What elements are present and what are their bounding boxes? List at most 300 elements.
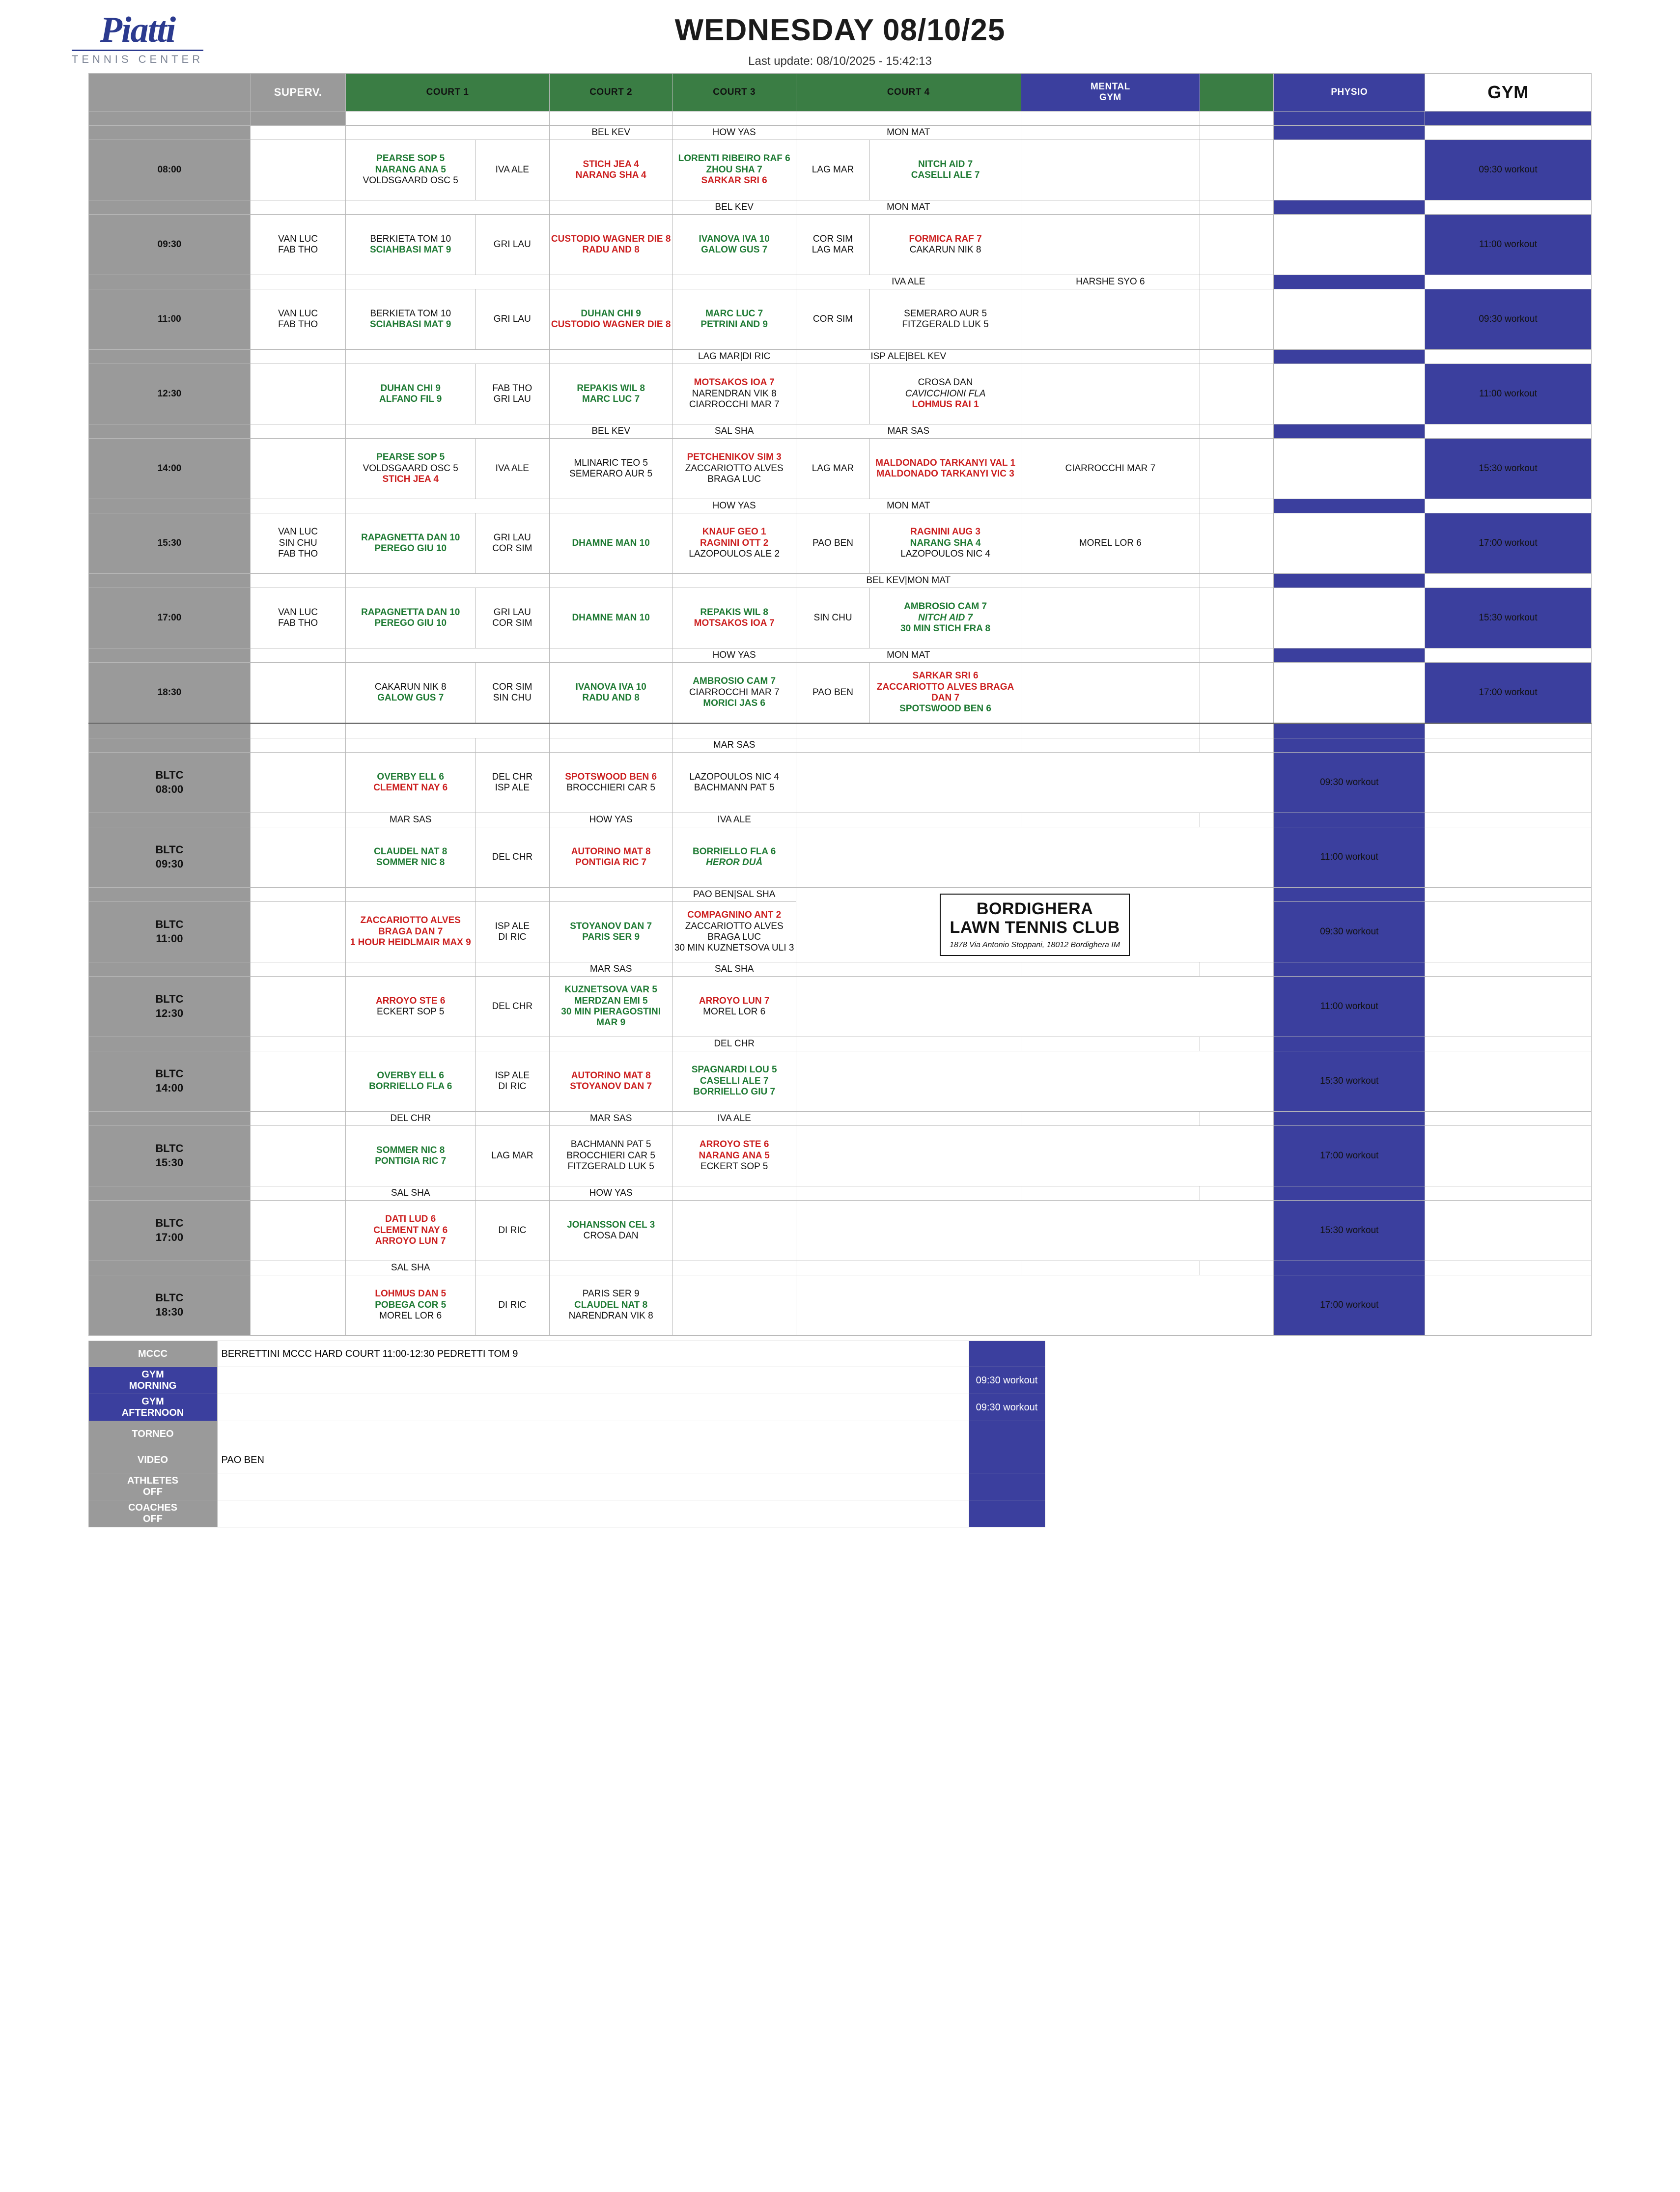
bltc-court3-cell[interactable] (672, 1275, 796, 1336)
bltc-time-label: BLTC 12:30 (89, 977, 251, 1037)
entry-line: DUHAN CHI 9 (581, 308, 641, 319)
time-label: 15:30 (89, 513, 251, 574)
superv-cell[interactable]: VAN LUC FAB THO (250, 289, 346, 350)
court3-cell[interactable] (672, 513, 796, 574)
bltc-pre-court3: SAL SHA (672, 962, 796, 977)
court1-cell[interactable] (346, 513, 476, 574)
bltc-superv-cell[interactable] (250, 977, 346, 1037)
court2-cell[interactable] (549, 439, 672, 499)
pre-court2 (549, 499, 672, 513)
bltc-pre-court2: HOW YAS (549, 813, 672, 827)
footer-value[interactable]: PAO BEN (217, 1447, 969, 1473)
schedule-row (89, 513, 1592, 574)
footer-pad (1045, 1394, 1592, 1421)
court1-coach-cell[interactable]: COR SIM SIN CHU (476, 663, 550, 724)
court1-coach-cell[interactable]: GRI LAU (476, 289, 550, 350)
entry-line: MARC LUC 7 (705, 308, 763, 319)
entry-line: NARENDRAN VIK 8 (692, 388, 777, 399)
bltc-pre-row (89, 1186, 1592, 1201)
mental-gym-cell[interactable] (1021, 439, 1200, 499)
pre-row (89, 275, 1592, 289)
bltc-pre-row (89, 1112, 1592, 1126)
bltc-pre-court2: MAR SAS (549, 962, 672, 977)
schedule-row (89, 289, 1592, 350)
bltc-superv-cell[interactable] (250, 753, 346, 813)
bltc-schedule-row (89, 1201, 1592, 1261)
footer-pad (1045, 1367, 1592, 1394)
bltc-court2-cell[interactable] (549, 827, 672, 888)
bltc-pre-court3 (672, 1186, 796, 1201)
footer-side[interactable] (969, 1447, 1045, 1473)
court2-cell[interactable] (549, 289, 672, 350)
col-header-court1: COURT 1 (346, 74, 549, 112)
court3-cell[interactable] (672, 663, 796, 724)
bltc-pre-court3 (672, 1261, 796, 1275)
physio-cell[interactable] (1274, 215, 1425, 275)
physio-cell[interactable] (1274, 289, 1425, 350)
entry-line: SPOTSWOOD BEN 6 (565, 771, 657, 782)
pre-mental (1021, 350, 1200, 364)
court3-cell[interactable] (672, 289, 796, 350)
superv-cell[interactable]: VAN LUC FAB THO (250, 215, 346, 275)
superv-cell[interactable] (250, 663, 346, 724)
col-header-physio: PHYSIO (1274, 74, 1425, 112)
pre-court2 (549, 350, 672, 364)
entry-line: PEREGO GIU 10 (374, 543, 447, 554)
time-label: 18:30 (89, 663, 251, 724)
bltc-pre-court2: MAR SAS (549, 1112, 672, 1126)
entry-line: CIARROCCHI MAR 7 (689, 687, 780, 698)
entry-line: DATI LUD 6 (385, 1214, 436, 1225)
entry-line: BORRIELLO FLA 6 (369, 1081, 452, 1092)
entry-line: CROSA DAN (918, 377, 973, 388)
entry-line: BERKIETA TOM 10 (370, 308, 451, 319)
court2-cell[interactable] (549, 364, 672, 424)
physio-cell[interactable] (1274, 140, 1425, 200)
entry-line: MARC LUC 7 (582, 394, 640, 404)
entry-line: REPAKIS WIL 8 (700, 607, 768, 618)
bltc-gym-cell (1425, 1275, 1592, 1336)
footer-row (88, 1500, 1592, 1527)
schedule-row (89, 663, 1592, 724)
entry-line: MOTSAKOS IOA 7 (694, 377, 775, 388)
entry-line: ALFANO FIL 9 (379, 394, 442, 404)
footer-label: ATHLETES OFF (88, 1473, 217, 1500)
court1-cell[interactable] (346, 364, 476, 424)
bltc-court1-cell[interactable] (346, 1201, 476, 1261)
col-header-mental: MENTAL GYM (1021, 74, 1200, 112)
court3-cell[interactable] (672, 140, 796, 200)
superv-cell[interactable] (250, 364, 346, 424)
court2-cell[interactable] (549, 140, 672, 200)
entry-line: NARANG SHA 4 (575, 170, 646, 180)
bltc-physio-cell[interactable]: 15:30 workout (1274, 1051, 1425, 1112)
gap-cell (1200, 215, 1274, 275)
entry-line: NARANG ANA 5 (699, 1150, 770, 1161)
col-header-gap (1200, 74, 1274, 112)
gym-cell[interactable]: 17:00 workout (1425, 513, 1592, 574)
bltc-pre-row (89, 813, 1592, 827)
entry-line: LOHMUS RAI 1 (912, 399, 979, 410)
bltc-schedule-row (89, 1126, 1592, 1186)
entry-line: CLEMENT NAY 6 (373, 1225, 448, 1236)
bltc-court1-cell[interactable] (346, 1126, 476, 1186)
bltc-pre-row (89, 1037, 1592, 1051)
entry-line: AMBROSIO CAM 7 (904, 601, 987, 612)
entry-line: ECKERT SOP 5 (700, 1161, 768, 1172)
entry-line: POBEGA COR 5 (375, 1299, 447, 1310)
gym-cell[interactable]: 11:00 workout (1425, 215, 1592, 275)
physio-cell[interactable] (1274, 513, 1425, 574)
mental-gym-cell[interactable] (1021, 140, 1200, 200)
bltc-court3-cell[interactable] (672, 902, 796, 962)
court2-cell[interactable] (549, 663, 672, 724)
entry-line: VOLDSGAARD OSC 5 (363, 175, 458, 186)
entry-line: GALOW GUS 7 (377, 693, 444, 703)
bltc-gym-cell (1425, 902, 1592, 962)
footer-label: TORNEO (88, 1421, 217, 1447)
entry-line: ZACCARIOTTO ALVES BRAGA DAN 7 (876, 681, 1014, 703)
mental-gym-cell[interactable] (1021, 289, 1200, 350)
entry-line: PARIS SER 9 (582, 1289, 640, 1299)
court4-cell[interactable] (870, 289, 1021, 350)
mental-gym-cell[interactable] (1021, 663, 1200, 724)
bltc-coach-cell[interactable]: DEL CHR (476, 977, 550, 1037)
court4-cell[interactable] (870, 439, 1021, 499)
footer-value[interactable] (217, 1421, 969, 1447)
gym-cell[interactable]: 11:00 workout (1425, 364, 1592, 424)
bltc-court1-cell[interactable] (346, 1051, 476, 1112)
court1-cell[interactable] (346, 439, 476, 499)
court3-cell[interactable] (672, 364, 796, 424)
entry-line: MOTSAKOS IOA 7 (694, 618, 775, 628)
bltc-superv-cell[interactable] (250, 1126, 346, 1186)
footer-side[interactable] (969, 1473, 1045, 1500)
bltc-court3-cell[interactable] (672, 1126, 796, 1186)
footer-pad (1045, 1500, 1592, 1527)
footer-side[interactable] (969, 1500, 1045, 1527)
col-header-court2: COURT 2 (549, 74, 672, 112)
entry-line: CAKARUN NIK 8 (909, 245, 981, 255)
footer-pad (1045, 1473, 1592, 1500)
bltc-pre-court2 (549, 1261, 672, 1275)
entry-line: LAZOPOULOS NIC 4 (689, 771, 779, 782)
header-row (89, 74, 1592, 112)
bltc-pre-court1 (346, 1037, 476, 1051)
physio-cell[interactable] (1274, 663, 1425, 724)
entry-line: BERKIETA TOM 10 (370, 233, 451, 244)
page-title: WEDNESDAY 08/10/25 (674, 13, 1006, 47)
court4-cell[interactable] (870, 215, 1021, 275)
entry-line: MERDZAN EMI 5 (574, 995, 648, 1006)
bltc-gym-cell (1425, 1051, 1592, 1112)
time-label: 14:00 (89, 439, 251, 499)
bltc-time-label: BLTC 11:00 (89, 902, 251, 962)
bltc-court2-cell[interactable] (549, 753, 672, 813)
bltc-physio-cell[interactable]: 09:30 workout (1274, 753, 1425, 813)
entry-line: SOMMER NIC 8 (376, 1145, 445, 1155)
bltc-pre-court1: MAR SAS (346, 813, 476, 827)
pre-row (89, 350, 1592, 364)
court3-cell[interactable] (672, 215, 796, 275)
footer-table (88, 1341, 1592, 1527)
court2-cell[interactable] (549, 513, 672, 574)
bltc-physio-cell[interactable]: 17:00 workout (1274, 1126, 1425, 1186)
physio-cell[interactable] (1274, 439, 1425, 499)
schedule-row (89, 140, 1592, 200)
court4-coach-cell[interactable]: SIN CHU (796, 588, 870, 648)
gap-cell (1200, 588, 1274, 648)
mental-gym-cell[interactable] (1021, 513, 1200, 574)
entry-line: ARROYO LUN 7 (375, 1236, 446, 1247)
footer-label: VIDEO (88, 1447, 217, 1473)
court1-coach-cell[interactable]: GRI LAU (476, 215, 550, 275)
bltc-line1: BORDIGHERA (976, 899, 1093, 918)
entry-line: VOLDSGAARD OSC 5 (363, 463, 458, 474)
bltc-coach-cell[interactable]: LAG MAR (476, 1126, 550, 1186)
footer-side[interactable] (969, 1341, 1045, 1367)
bltc-gym-cell (1425, 1126, 1592, 1186)
bltc-court1-cell[interactable] (346, 902, 476, 962)
gap-cell (1200, 663, 1274, 724)
footer-value[interactable] (217, 1367, 969, 1394)
bltc-pre-court1: SAL SHA (346, 1261, 476, 1275)
footer-row (88, 1473, 1592, 1500)
time-label: 17:00 (89, 588, 251, 648)
gym-cell[interactable]: 09:30 workout (1425, 289, 1592, 350)
entry-line: LOHMUS DAN 5 (375, 1289, 447, 1299)
entry-line: NARENDRAN VIK 8 (568, 1311, 653, 1321)
entry-line: CUSTODIO WAGNER DIE 8 (551, 233, 671, 244)
superv-cell[interactable] (250, 439, 346, 499)
schedule-row (89, 588, 1592, 648)
entry-line: PONTIGIA RIC 7 (375, 1156, 447, 1166)
bltc-superv-cell[interactable] (250, 827, 346, 888)
bltc-court3-cell[interactable] (672, 827, 796, 888)
gap-cell (1200, 364, 1274, 424)
bltc-coach-cell[interactable]: DI RIC (476, 1201, 550, 1261)
time-label: 09:30 (89, 215, 251, 275)
bltc-schedule-row (89, 1051, 1592, 1112)
pre-court3: HOW YAS (672, 126, 796, 140)
schedule-row (89, 215, 1592, 275)
pre-court3: SAL SHA (672, 424, 796, 439)
entry-line: FORMICA RAF 7 (909, 233, 982, 244)
bltc-coach-cell[interactable]: DI RIC (476, 1275, 550, 1336)
court1-cell[interactable] (346, 663, 476, 724)
bltc-pre-court3: IVA ALE (672, 813, 796, 827)
entry-line: KUZNETSOVA VAR 5 (564, 984, 657, 995)
bltc-superv-cell[interactable] (250, 1051, 346, 1112)
entry-line: SOMMER NIC 8 (376, 857, 445, 868)
mental-gym-cell[interactable] (1021, 215, 1200, 275)
schedule-row (89, 364, 1592, 424)
court4-cell[interactable] (870, 364, 1021, 424)
gym-cell[interactable]: 15:30 workout (1425, 588, 1592, 648)
footer-label: GYM MORNING (88, 1367, 217, 1394)
entry-line: SARKAR SRI 6 (912, 671, 979, 681)
bltc-court2-cell[interactable] (549, 902, 672, 962)
bltc-court1-cell[interactable] (346, 753, 476, 813)
court4-cell[interactable] (870, 588, 1021, 648)
footer-side[interactable] (969, 1421, 1045, 1447)
entry-line: CAVICCHIONI FLA (905, 388, 986, 399)
entry-line: RADU AND 8 (582, 245, 640, 255)
court1-coach-cell[interactable]: IVA ALE (476, 140, 550, 200)
entry-line: JOHANSSON CEL 3 (567, 1219, 655, 1230)
time-label: 12:30 (89, 364, 251, 424)
bltc-address: 1878 Via Antonio Stoppani, 18012 Bordighera IM (950, 941, 1120, 950)
bltc-empty-span (796, 1201, 1274, 1261)
entry-line: DHAMNE MAN 10 (572, 612, 650, 623)
bltc-pre-row (89, 962, 1592, 977)
bltc-court1-cell[interactable] (346, 827, 476, 888)
entry-line: SCIAHBASI MAT 9 (370, 245, 451, 255)
court4-coach-cell[interactable]: COR SIM (796, 289, 870, 350)
bltc-court2-cell[interactable] (549, 1126, 672, 1186)
footer-value[interactable]: BERRETTINI MCCC HARD COURT 11:00-12:30 PEDRETTI TOM 9 (217, 1341, 969, 1367)
court1-cell[interactable] (346, 140, 476, 200)
superv-cell[interactable]: VAN LUC FAB THO (250, 588, 346, 648)
court4-coach-cell[interactable] (796, 364, 870, 424)
entry-line: MOREL LOR 6 (703, 1007, 766, 1017)
bltc-pre-court3: IVA ALE (672, 1112, 796, 1126)
col-header-court4: COURT 4 (796, 74, 1021, 112)
bltc-coach-cell[interactable]: DEL CHR ISP ALE (476, 753, 550, 813)
footer-label: GYM AFTERNOON (88, 1394, 217, 1421)
footer-value[interactable] (217, 1500, 969, 1527)
court1-cell[interactable] (346, 215, 476, 275)
footer-side[interactable]: 09:30 workout (969, 1394, 1045, 1421)
bltc-pre-court3: DEL CHR (672, 1037, 796, 1051)
entry-line: IVANOVA IVA 10 (699, 233, 770, 244)
court3-cell[interactable] (672, 588, 796, 648)
court1-coach-cell[interactable]: GRI LAU COR SIM (476, 588, 550, 648)
bltc-physio-cell[interactable]: 09:30 workout (1274, 902, 1425, 962)
bltc-court3-cell[interactable] (672, 1051, 796, 1112)
gap-cell (1200, 140, 1274, 200)
pre-court4: MON MAT (796, 499, 1021, 513)
court1-cell[interactable] (346, 289, 476, 350)
footer-row (88, 1447, 1592, 1473)
entry-line: ARROYO STE 6 (699, 1139, 769, 1150)
court1-coach-cell[interactable]: FAB THO GRI LAU (476, 364, 550, 424)
bltc-court3-cell[interactable] (672, 1201, 796, 1261)
pre-mental: HARSHE SYO 6 (1021, 275, 1200, 289)
bltc-superv-cell[interactable] (250, 902, 346, 962)
bltc-court3-cell[interactable] (672, 977, 796, 1037)
court3-cell[interactable] (672, 439, 796, 499)
pre-court2 (549, 648, 672, 663)
bltc-time-label: BLTC 14:00 (89, 1051, 251, 1112)
entry-line: MALDONADO TARKANYI VIC 3 (876, 469, 1014, 479)
bltc-schedule-row (89, 827, 1592, 888)
bltc-superv-cell[interactable] (250, 1275, 346, 1336)
mental-gym-cell[interactable] (1021, 588, 1200, 648)
bltc-coach-cell[interactable]: DEL CHR (476, 827, 550, 888)
entry-line: MOREL LOR 6 (379, 1311, 442, 1321)
bltc-court1-cell[interactable] (346, 977, 476, 1037)
gym-cell[interactable]: 17:00 workout (1425, 663, 1592, 724)
entry-line: LAZOPOULOS ALE 2 (689, 549, 780, 560)
court4-coach-cell[interactable]: COR SIM LAG MAR (796, 215, 870, 275)
court1-coach-cell[interactable]: GRI LAU COR SIM (476, 513, 550, 574)
physio-cell[interactable] (1274, 588, 1425, 648)
bltc-coach-cell[interactable]: ISP ALE DI RIC (476, 1051, 550, 1112)
bltc-court2-cell[interactable] (549, 1051, 672, 1112)
section-separator (89, 724, 1592, 738)
court2-cell[interactable] (549, 588, 672, 648)
bltc-empty-span (796, 1275, 1274, 1336)
court4-coach-cell[interactable]: LAG MAR (796, 439, 870, 499)
bltc-court1-cell[interactable] (346, 1275, 476, 1336)
entry-line: COMPAGNINO ANT 2 (687, 910, 782, 921)
bltc-physio-cell[interactable]: 15:30 workout (1274, 1201, 1425, 1261)
footer-value[interactable] (217, 1473, 969, 1500)
footer-pad (1045, 1341, 1592, 1367)
entry-line: SPAGNARDI LOU 5 (691, 1065, 777, 1075)
schedule-row (89, 439, 1592, 499)
bltc-physio-cell[interactable]: 17:00 workout (1274, 1275, 1425, 1336)
entry-line: SEMERARO AUR 5 (904, 308, 987, 319)
entry-line: MOREL LOR 6 (1079, 537, 1142, 548)
bltc-court2-cell[interactable] (549, 1201, 672, 1261)
bltc-physio-cell[interactable]: 11:00 workout (1274, 977, 1425, 1037)
bltc-time-label: BLTC 17:00 (89, 1201, 251, 1261)
court1-cell[interactable] (346, 588, 476, 648)
court4-cell[interactable] (870, 513, 1021, 574)
bltc-superv-cell[interactable] (250, 1201, 346, 1261)
entry-line: OVERBY ELL 6 (377, 771, 444, 782)
entry-line: BORRIELLO GIU 7 (693, 1087, 776, 1097)
entry-line: RAPAGNETTA DAN 10 (361, 607, 460, 618)
entry-line: SPOTSWOOD BEN 6 (899, 703, 991, 714)
bltc-court3-cell[interactable] (672, 753, 796, 813)
logo-brand: Piatti (100, 10, 175, 50)
court4-coach-cell[interactable]: PAO BEN (796, 513, 870, 574)
entry-line: AUTORINO MAT 8 (571, 1070, 651, 1081)
physio-cell[interactable] (1274, 364, 1425, 424)
page-header (0, 0, 1680, 73)
superv-cell[interactable]: VAN LUC SIN CHU FAB THO (250, 513, 346, 574)
gym-cell[interactable]: 09:30 workout (1425, 140, 1592, 200)
mental-gym-cell[interactable] (1021, 364, 1200, 424)
entry-line: PETRINI AND 9 (700, 319, 768, 330)
bltc-coach-cell[interactable]: ISP ALE DI RIC (476, 902, 550, 962)
gap-cell (1200, 289, 1274, 350)
footer-value[interactable] (217, 1394, 969, 1421)
entry-line: SCIAHBASI MAT 9 (370, 319, 451, 330)
pre-mental (1021, 499, 1200, 513)
court4-coach-cell[interactable]: LAG MAR (796, 140, 870, 200)
bltc-court2-cell[interactable] (549, 1275, 672, 1336)
court4-cell[interactable] (870, 663, 1021, 724)
footer-side[interactable]: 09:30 workout (969, 1367, 1045, 1394)
court2-cell[interactable] (549, 215, 672, 275)
footer-pad (1045, 1421, 1592, 1447)
bltc-court2-cell[interactable] (549, 977, 672, 1037)
superv-cell[interactable] (250, 140, 346, 200)
gym-cell[interactable]: 15:30 workout (1425, 439, 1592, 499)
bltc-gym-cell (1425, 977, 1592, 1037)
bltc-empty-span (796, 977, 1274, 1037)
court4-coach-cell[interactable]: PAO BEN (796, 663, 870, 724)
court4-cell[interactable] (870, 140, 1021, 200)
court1-coach-cell[interactable]: IVA ALE (476, 439, 550, 499)
entry-line: CLAUDEL NAT 8 (574, 1299, 648, 1310)
bltc-physio-cell[interactable]: 11:00 workout (1274, 827, 1425, 888)
col-header-gym: GYM (1425, 74, 1592, 112)
